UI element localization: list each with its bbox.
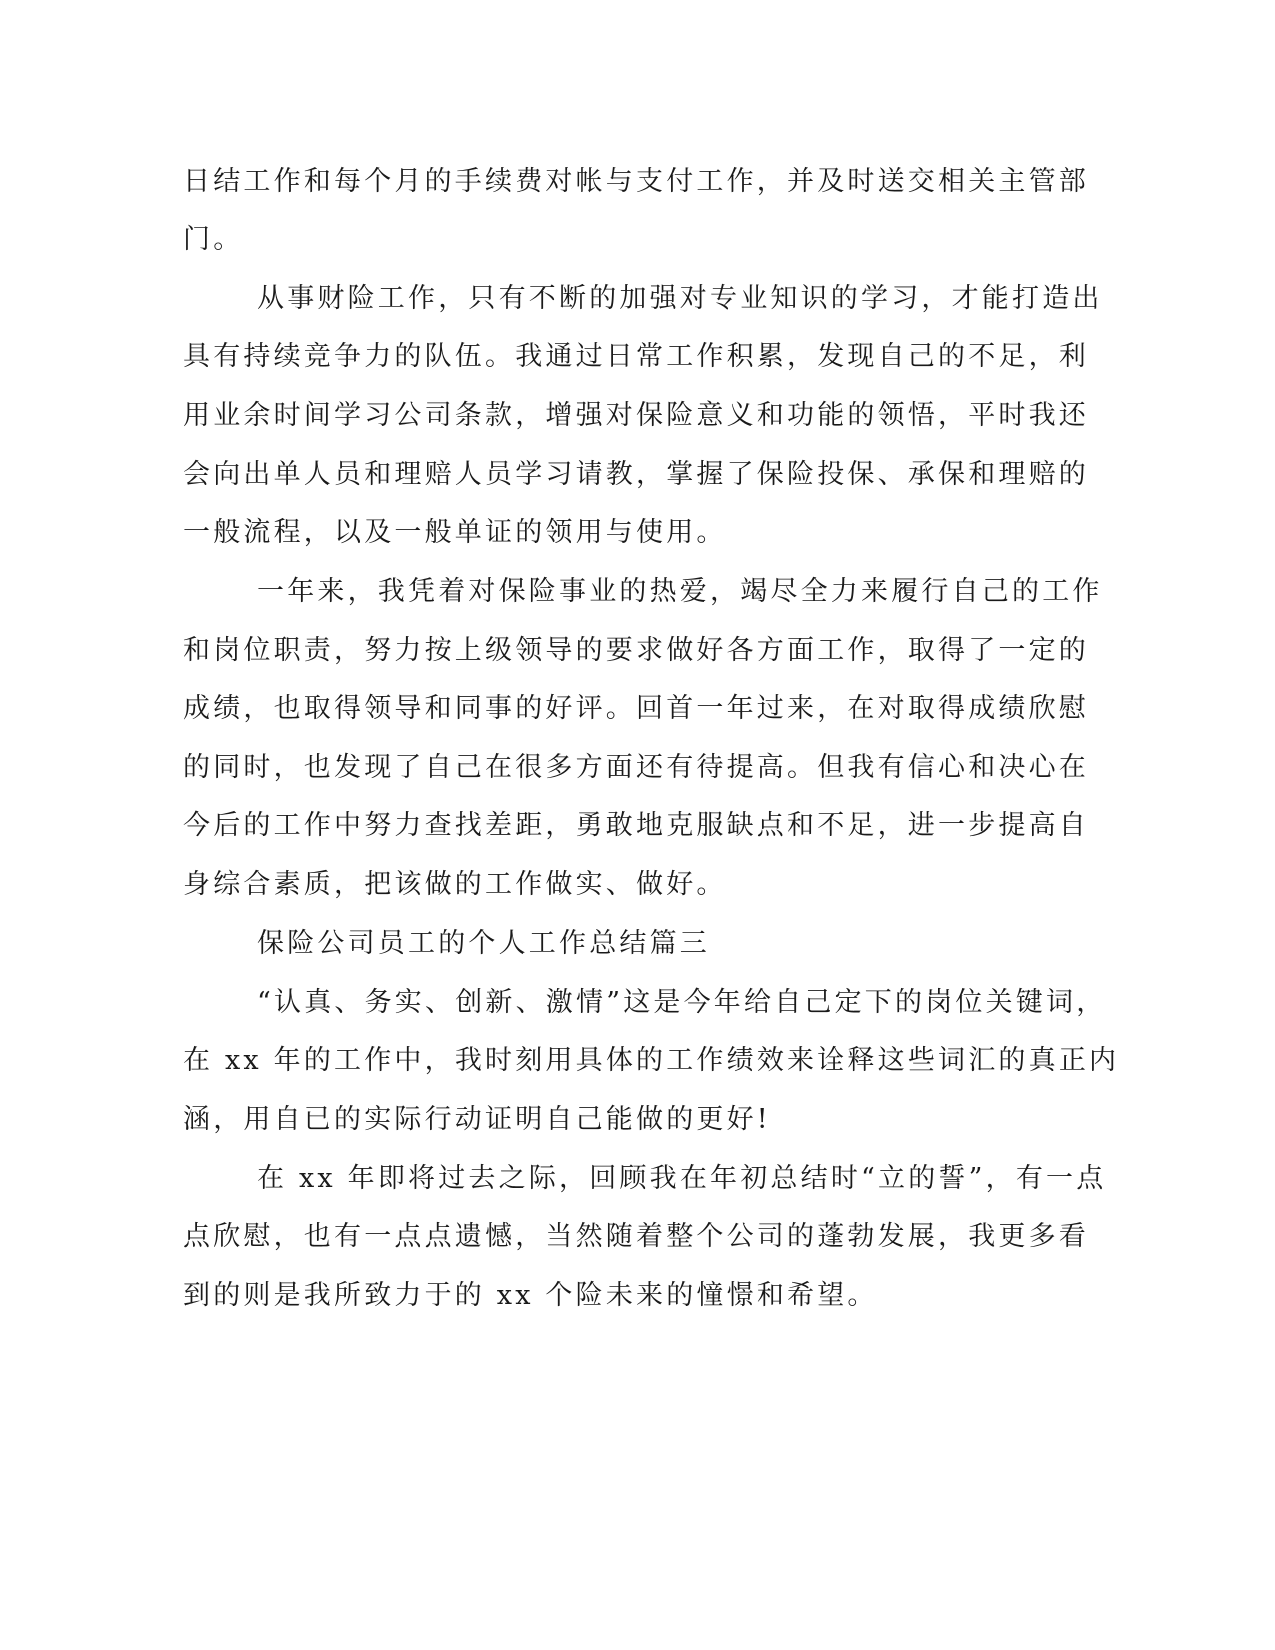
- text-line: 和岗位职责，努力按上级领导的要求做好各方面工作，取得了一定的: [183, 635, 1089, 666]
- text-line: 门。: [183, 224, 244, 255]
- text-line: 一般流程，以及一般单证的领用与使用。: [183, 517, 727, 548]
- paragraph-first-line: 从事财险工作，只有不断的加强对专业知识的学习，才能打造出: [257, 283, 1103, 314]
- text-line: 涵，用自已的实际行动证明自己能做的更好!: [183, 1104, 771, 1135]
- text-line: 身综合素质，把该做的工作做实、做好。: [183, 869, 727, 900]
- text-line: 到的则是我所致力于的 xx 个险未来的憧憬和希望。: [183, 1280, 878, 1311]
- text-line: 在 xx 年的工作中，我时刻用具体的工作绩效来诠释这些词汇的真正内: [183, 1045, 1120, 1076]
- section-heading: 保险公司员工的个人工作总结篇三: [257, 928, 710, 959]
- text-line: 会向出单人员和理赔人员学习请教，掌握了保险投保、承保和理赔的: [183, 459, 1089, 490]
- text-line: 成绩，也取得领导和同事的好评。回首一年过来，在对取得成绩欣慰: [183, 693, 1089, 724]
- paragraph-first-line: 在 xx 年即将过去之际，回顾我在年初总结时“立的誓”，有一点: [257, 1163, 1107, 1194]
- text-line: 点欣慰，也有一点点遗憾，当然随着整个公司的蓬勃发展，我更多看: [183, 1221, 1089, 1252]
- text-line: 日结工作和每个月的手续费对帐与支付工作，并及时送交相关主管部: [183, 166, 1089, 197]
- text-line: 今后的工作中努力查找差距，勇敢地克服缺点和不足，进一步提高自: [183, 810, 1089, 841]
- paragraph-first-line: “认真、务实、创新、激情”这是今年给自己定下的岗位关键词，: [257, 987, 1107, 1018]
- text-line: 用业余时间学习公司条款，增强对保险意义和功能的领悟，平时我还: [183, 400, 1089, 431]
- text-line: 具有持续竞争力的队伍。我通过日常工作积累，发现自己的不足，利: [183, 341, 1089, 372]
- paragraph-first-line: 一年来，我凭着对保险事业的热爱，竭尽全力来履行自己的工作: [257, 576, 1103, 607]
- text-line: 的同时，也发现了自己在很多方面还有待提高。但我有信心和决心在: [183, 752, 1089, 783]
